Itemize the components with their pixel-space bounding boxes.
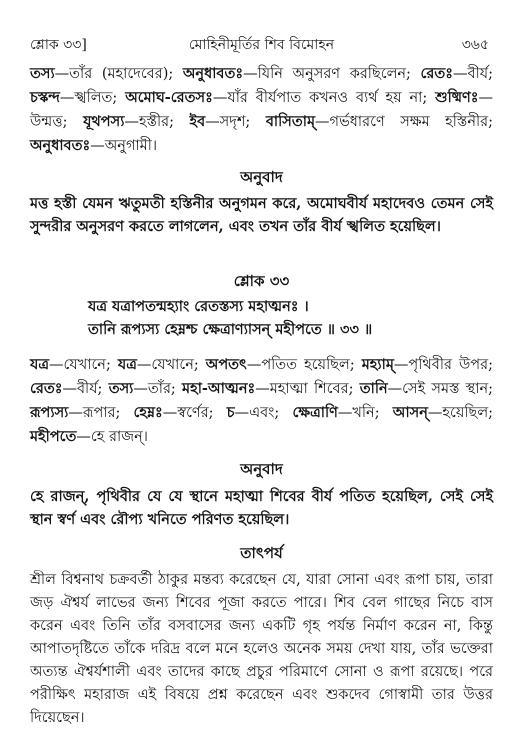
synonym-word: মহ্যাম্: [361, 356, 394, 373]
synonym-entry: [30, 381, 102, 397]
running-header: [30, 34, 493, 56]
synonym-entry: [393, 405, 493, 421]
synonym-entry: [182, 381, 353, 397]
translation-heading-32: অনুবাদ: [240, 168, 283, 186]
synonym-entry: [421, 66, 493, 82]
synonym-word: বাসিতাম্: [265, 113, 315, 130]
synonym-meaning: —যেখানে;: [136, 357, 199, 373]
word-for-word-synonyms-32: [30, 62, 493, 158]
synonym-word: হেম্নঃ: [133, 404, 163, 421]
synonym-word: চ: [226, 404, 235, 421]
synonym-meaning: —সদৃশ;: [205, 114, 251, 130]
synonym-entry: [190, 114, 251, 130]
synonym-word: যত্র: [30, 356, 50, 373]
page-number: ৩৬৫: [461, 37, 489, 53]
purport-heading: তাৎপর্য: [240, 544, 283, 562]
synonym-meaning: —অনুগামী।: [90, 138, 158, 154]
synonym-entry: [83, 114, 174, 130]
synonym-meaning: —হে রাজন্।: [76, 429, 148, 445]
synonym-word: শুষ্মিণঃ: [435, 89, 479, 106]
word-for-word-synonyms-33: [30, 353, 493, 449]
synonym-entry: [292, 405, 379, 421]
synonym-word: চস্কন্দ: [30, 89, 60, 106]
synonym-meaning: —হয়েছিল;: [427, 405, 494, 421]
synonym-meaning: —সেই সমস্ত স্থান;: [387, 381, 493, 397]
synonym-word: তানি: [359, 380, 388, 397]
synonym-entry: [266, 114, 493, 130]
synonym-meaning: —এবং;: [234, 405, 280, 421]
synonym-word: অনুধাবতঃ: [30, 137, 91, 154]
synonym-entry: [30, 357, 111, 373]
synonym-meaning: —যেখানে;: [49, 357, 111, 373]
synonym-meaning: —খনি;: [337, 405, 380, 421]
synonym-entry: [362, 357, 493, 373]
header-chapter-title: মোহিনীমূর্তির শিব বিমোহন: [188, 37, 335, 53]
synonym-word: যত্র: [117, 356, 137, 373]
synonym-entry: [134, 405, 214, 421]
synonym-entry: [206, 357, 355, 373]
synonym-entry: [30, 66, 173, 82]
synonym-word: আসন্: [392, 404, 428, 421]
translation-text-32: মত্ত হস্তী যেমন ঋতুমতী হস্তিনীর অনুগমন করে, অমোঘবীর্য মহাদেবও তেমন সেই সুন্দরীর অনুসরণ করতে লাগলেন, এবং তখন তাঁর বীর্য স্খলিত হয়েছিল।: [30, 195, 493, 235]
synonym-word: অমোঘ-রেতসঃ: [125, 89, 213, 106]
synonym-word: যূথপস্য: [83, 113, 125, 130]
synonym-entry: [30, 405, 120, 421]
synonym-entry: [109, 381, 176, 397]
synonym-word: রূপ্যস্য: [30, 404, 69, 421]
synonym-meaning: —রূপার;: [68, 405, 121, 421]
synonym-entry: [360, 381, 493, 397]
synonym-meaning: —তাঁর (মহাদেবের);: [54, 66, 174, 82]
synonym-entry: [125, 90, 427, 106]
synonym-meaning: —হস্তীর;: [124, 114, 174, 130]
synonym-word: তস্য: [108, 380, 134, 397]
sanskrit-verse: [30, 295, 493, 341]
translation-heading-33: অনুবাদ: [240, 460, 283, 478]
synonym-word: রেতঃ: [420, 65, 454, 82]
synonym-entry: [30, 429, 148, 445]
verse-number-heading: শ্লোক ৩৩: [233, 272, 290, 290]
purport-text: শ্রীল বিশ্বনাথ চক্রবর্তী ঠাকুর মন্তব্য করেছেন যে, যারা সোনা এবং রূপা চায়, তারা জড় ঐশ্বর্য লাভের জন্য শিবের পূজা করতে পারে। শিব বেল গাছের নিচে বাস করেন এবং তিনি তাঁর বসবাসের জন্য একটি গৃহ পর্যন্ত নির্মাণ করেন না, কিন্তু আপাতদৃষ্টিতে তাঁকে দরিদ্র বলে মনে হলেও অনেক সময় দেখা যায়, তাঁর ভক্তেরা অত্যন্ত ঐশ্বর্যশালী এবং তাদের কাছে প্রচুর পরিমাণে সোনা ও রূপা রয়েছে। পরে পরীক্ষিৎ মহারাজ এই বিষয়ে প্রশ্ন করেছেন এবং শুকদেব গোস্বামী তার উত্তর দিয়েছেন।: [30, 572, 493, 726]
synonym-meaning: —স্বর্ণের;: [162, 405, 214, 421]
verse-line: তানি রূপ্যস্য হেম্নশ্চ ক্ষেত্রাণ্যাসন্ মহীপতে ॥ ৩৩ ॥: [88, 321, 373, 338]
synonym-meaning: —যিনি অনুসরণ করছিলেন;: [243, 66, 411, 82]
synonym-meaning: —বীর্য;: [62, 381, 103, 397]
synonym-word: রেতঃ: [30, 380, 63, 397]
synonym-meaning: —গর্ভধারণে সক্ষম হস্তিনীর;: [315, 114, 493, 130]
synonym-entry: [30, 90, 117, 106]
verse-line: যত্র যত্রাপতন্মহ্যাং রেতস্তস্য মহাত্মনঃ ।: [88, 298, 309, 315]
synonym-word: ইব: [189, 113, 206, 130]
synonym-meaning: —উন্মত্ত;: [30, 90, 494, 130]
synonym-meaning: —পতিত হয়েছিল;: [246, 357, 355, 373]
synonym-word: মহীপতে: [30, 428, 77, 445]
synonym-word: অপতৎ: [205, 356, 247, 373]
synonym-meaning: —তাঁর;: [133, 381, 176, 397]
synonym-word: মহা-আত্মনঃ: [182, 380, 256, 397]
synonym-meaning: —যাঁর বীর্যপাত কখনও ব্যর্থ হয় না;: [212, 90, 428, 106]
synonym-meaning: —মহাত্মা শিবের;: [255, 381, 354, 397]
synonym-meaning: —বীর্য;: [453, 66, 493, 82]
synonym-word: ক্ষেত্রাণি: [292, 404, 338, 421]
synonym-word: অনুধাবতঃ: [182, 65, 244, 82]
synonym-word: তস্য: [30, 65, 55, 82]
synonym-meaning: —পৃথিবীর উপর;: [393, 357, 493, 373]
header-verse-reference: শ্লোক ৩৩]: [30, 37, 87, 53]
translation-text-33: হে রাজন্, পৃথিবীর যে যে স্থানে মহাত্মা শিবের বীর্য পতিত হয়েছিল, সেই সেই স্থান স্বর্ণ এবং রৌপ্য খনিতে পরিণত হয়েছিল।: [30, 488, 493, 528]
synonym-entry: [183, 66, 411, 82]
page-content: [30, 34, 493, 730]
synonym-entry: [118, 357, 199, 373]
synonym-entry: [227, 405, 280, 421]
synonym-entry: [30, 138, 157, 154]
synonym-meaning: —স্খলিত;: [59, 90, 118, 106]
